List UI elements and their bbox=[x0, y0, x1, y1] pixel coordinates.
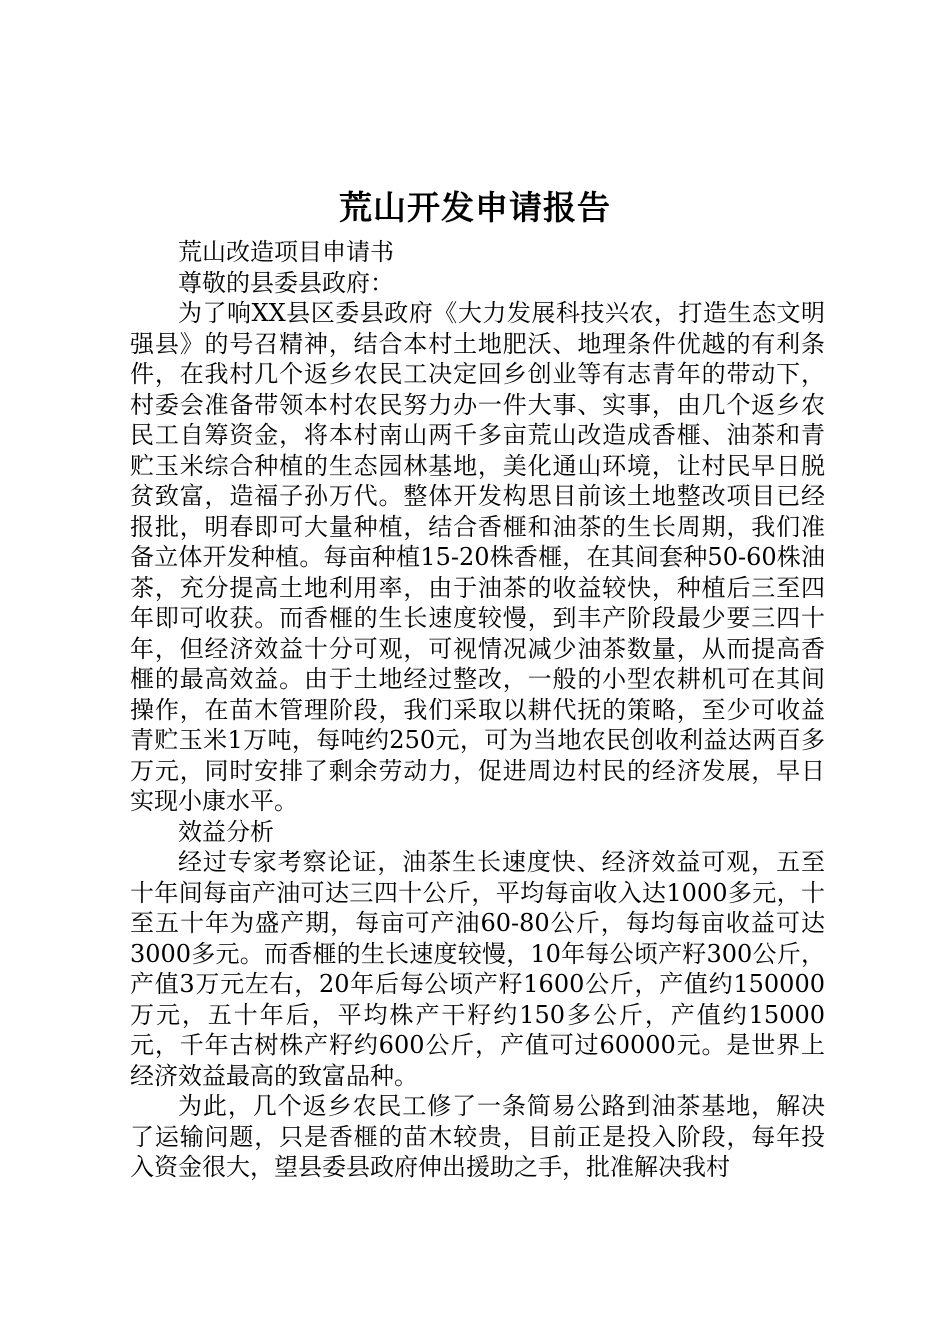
body-paragraph: 为了响XX县区委县政府《大力发展科技兴农，打造生态文明强县》的号召精神，结合本村土地肥沃、地理条件优越的有利条件，在我村几个返乡农民工决定回乡创业等有志青年的带动下，村委会准备带领本村农民努力办一件大事、实事，由几个返乡农民工自筹资金，将本村南山两千多亩荒山改造成香榧、油茶和青贮玉米综合种植的生态园林基地，美化通山环境，让村民早日脱贫致富，造福子孙万代。整体开发构思目前该土地整改项目已经报批，明春即可大量种植，结合香榧和油茶的生长周期，我们准备立体开发种植。每亩种植15-20株香榧，在其间套种50-60株油茶，充分提高土地利用率，由于油茶的收益较快，种植后三至四年即可收获。而香榧的生长速度较慢，到丰产阶段最少要三四十年，但经济效益十分可观，可视情况减少油茶数量，从而提高香榧的最高效益。由于土地经过整改，一般的小型农耕机可在其间操作，在苗木管理阶段，我们采取以耕代抚的策略，至少可收益青贮玉米1万吨，每吨约250元，可为当地农民创收利益达两百多万元，同时安排了剩余劳动力，促进周边村民的经济发展，早日实现小康水平。 bbox=[130, 299, 825, 815]
document-body bbox=[130, 237, 825, 1183]
salutation-line: 尊敬的县委县政府： bbox=[178, 268, 394, 297]
body-paragraph: 经过专家考察论证，油茶生长速度快、经济效益可观，五至十年间每亩产油可达三四十公斤，平均每亩收入达1000多元，十至五十年为盛产期，每亩可产油60-80公斤，每均每亩收益可达3000多元。而香榧的生长速度较慢，10年每公顷产籽300公斤，产值3万元左右，20年后每公顷产籽1600公斤，产值约150000万元，五十年后，平均株产干籽约150多公斤，产值约15000元，千年古树株产籽约600公斤，产值可过60000元。是世界上经济效益最高的致富品种。 bbox=[130, 848, 825, 1090]
section-heading: 效益分析 bbox=[178, 817, 274, 846]
body-paragraph: 为此，几个返乡农民工修了一条简易公路到油茶基地，解决了运输问题，只是香榧的苗木较贵，目前正是投入阶段，每年投入资金很大，望县委县政府伸出援助之手，批准解决我村 bbox=[130, 1092, 825, 1181]
document-title: 荒山开发申请报告 bbox=[339, 188, 611, 227]
project-name-line: 荒山改造项目申请书 bbox=[178, 238, 394, 266]
